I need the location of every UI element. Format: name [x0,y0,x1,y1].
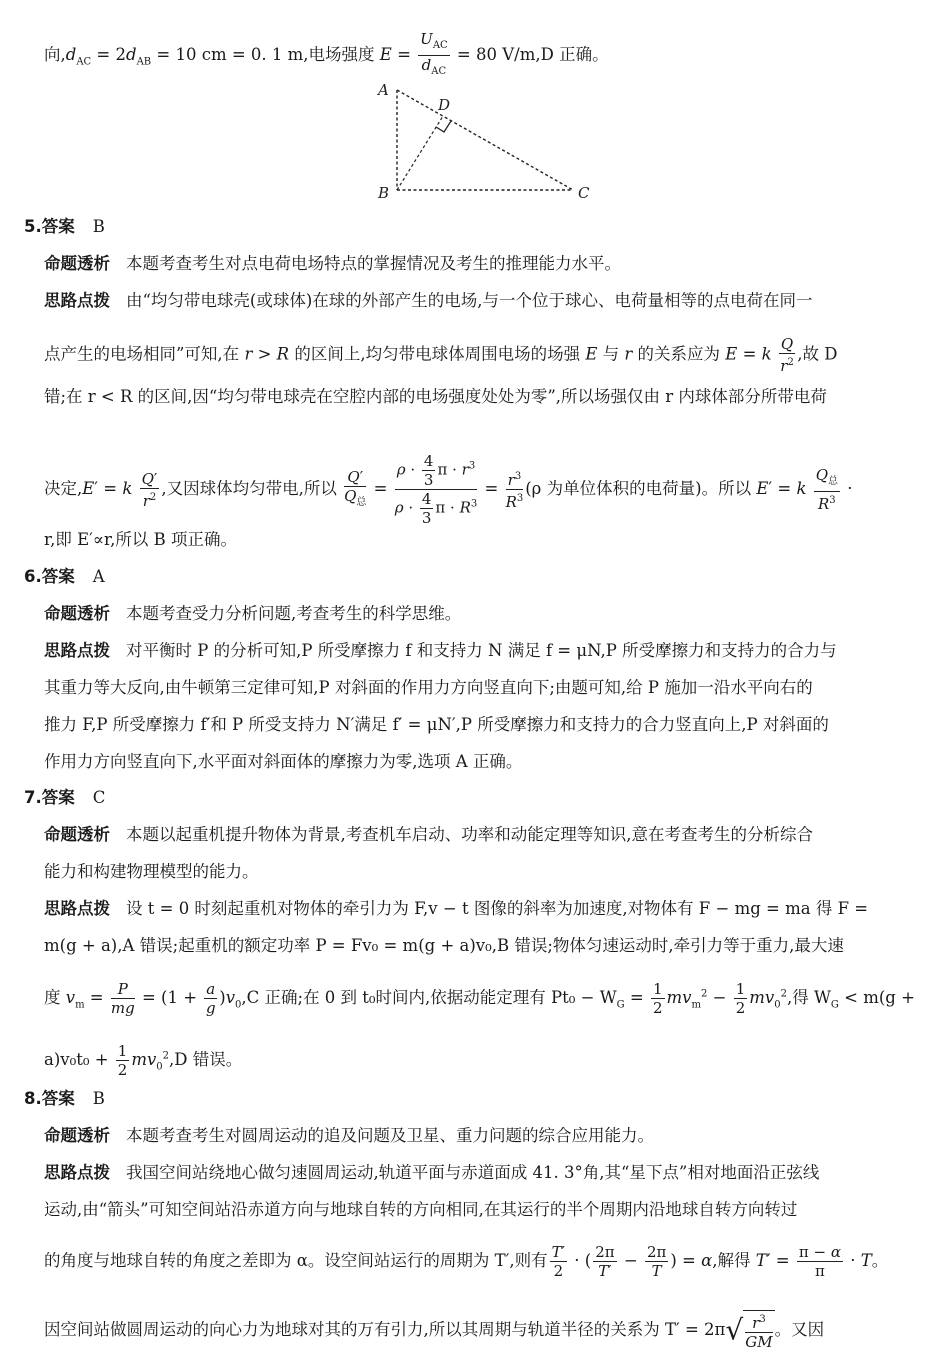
q5-answer-line: 5.答案 B [24,217,105,236]
q7-hint-line-3: 度 $v_m$ = $\frac{P}{mg}$ = (1 + $\frac{a}{g}$ )$v_0,C$ 正确;在 0 到 t₀时间内,依据动能定理有 $Pt_0 - W_G$ = $\frac{1}{2}$ $mv_m^2$ − $\frac{1}{2}$ $mv_0^2$,得 $W_G < m(g$ + [44,980,915,1017]
q5-analysis: 命题透析 本题考查考生对点电荷电场特点的掌握情况及考生的推理能力水平。 [44,254,621,273]
field-fraction: $\frac{U_{AC}}{d_{AC}}$ [420,30,448,77]
q6-answer-line: 6.答案 A [24,567,105,586]
label-b: B [378,184,390,202]
q5-hint-line-1: 思路点拨 由“均匀带电球壳(或球体)在球的外部产生的电场,与一个位于球心、电荷量相等的点电荷在同一 [44,291,813,310]
q7-analysis-1: 命题透析 本题以起重机提升物体为背景,考查机车启动、功率和动能定理等知识,意在考查考生的分析综合 [44,825,813,844]
q5-hint-line-2: 点产生的电场相同”可知,在 r > R 的区间上,均匀带电球体周围电场的场强 E 与 r 的关系应为 E = k $\frac{Q}{r^2}$ ,故 D [44,335,838,375]
label-c: C [578,184,590,202]
q5-hint-line-3: 错;在 r < R 的区间,因“均匀带电球壳在空腔内部的电场强度处处为零”,所以场强仅由 r 内球体部分所带电荷 [44,387,827,406]
q6-analysis: 命题透析 本题考查受力分析问题,考查考生的科学思维。 [44,604,462,623]
line-ac [397,90,573,190]
q8-hint-line-4: 因空间站做圆周运动的向心力为地球对其的万有引力,所以其周期与轨道半径的关系为 T′ = 2π√ $\frac{r^3}{GM}$ 。又因 [44,1310,928,1351]
triangle-figure [370,76,600,204]
q8-answer-line: 8.答案 B [24,1089,105,1108]
q7-answer-line: 7.答案 C [24,788,106,807]
label-a: A [378,81,389,99]
q6-hint-line-3: 推力 F,P 所受摩擦力 f′和 P 所受支持力 N′满足 f′ = μN′,P 所受摩擦力和支持力的合力竖直向上,P 对斜面的 [44,715,829,734]
q7-hint-line-4: a)v₀t₀ + $\frac{1}{2}$ $mv_0^2,D$ 错误。 [44,1042,243,1079]
q5-hint-line-5: r,即 E′∝r,所以 B 项正确。 [44,530,237,549]
q7-hint-line-2: m(g + a),A 错误;起重机的额定功率 P = Fv₀ = m(g + a)v₀,B 错误;物体匀速运动时,牵引力等于重力,最大速 [44,936,844,955]
intro-line: 向$,d_{AC} = 2d_{AB} = 10$ cm = 0. 1 m,电场强度 E = $\frac{U_{AC}}{d_{AC}}$ = 80 V/m,D 正确。 [44,30,928,81]
q7-analysis-2: 能力和构建物理模型的能力。 [44,862,259,881]
q6-hint-line-2: 其重力等大反向,由牛顿第三定律可知,P 对斜面的作用力方向竖直向下;由题可知,给 P 施加一沿水平向右的 [44,678,813,697]
q8-hint-line-2: 运动,由“箭头”可知空间站沿赤道方向与地球自转的方向相同,在其运行的半个周期内沿地球自转方向转过 [44,1200,798,1219]
q6-hint-line-1: 思路点拨 对平衡时 P 的分析可知,P 所受摩擦力 f 和支持力 N 满足 f = μN,P 所受摩擦力和支持力的合力与 [44,641,837,660]
q6-hint-line-4: 作用力方向竖直向下,水平面对斜面体的摩擦力为零,选项 A 正确。 [44,752,523,771]
q7-hint-line-1: 思路点拨 设 t = 0 时刻起重机对物体的牵引力为 F,v − t 图像的斜率为加速度,对物体有 F − mg = ma 得 F = [44,899,869,918]
label-d: D [438,96,451,114]
q8-hint-line-3: 的角度与地球自转的角度之差即为 α。设空间站运行的周期为 T′,则有 $\frac{T'}{2}$ · ( $\frac{2\pi}{T'}$ − $\frac{2\pi}{T}$ ) = α,解得 T′ = $\frac{\pi - \alpha}{\pi}$ · T。 [44,1243,889,1280]
q8-hint-line-1: 思路点拨 我国空间站绕地心做匀速圆周运动,轨道平面与赤道面成 41. 3°角,其“星下点”相对地面沿正弦线 [44,1163,820,1182]
q5-hint-line-4: 决定,E′ = k $\frac{Q'}{r^2}$ ,又因球体均匀带电,所以 $\frac{Q'}{Q_总}$ = ρ · $\frac{4}{3}$ $\pi \cdot r^3$ ρ · $\frac{4}{3}$ $\pi \cdot R^3$ = $\frac{r^3}{R^3}$ (ρ 为单位体积的电荷量)。所以 E′ = k $\frac{Q_总}{R^3}$ · [44,452,853,527]
q8-analysis: 命题透析 本题考查考生对圆周运动的追及问题及卫星、重力问题的综合应用能力。 [44,1126,654,1145]
